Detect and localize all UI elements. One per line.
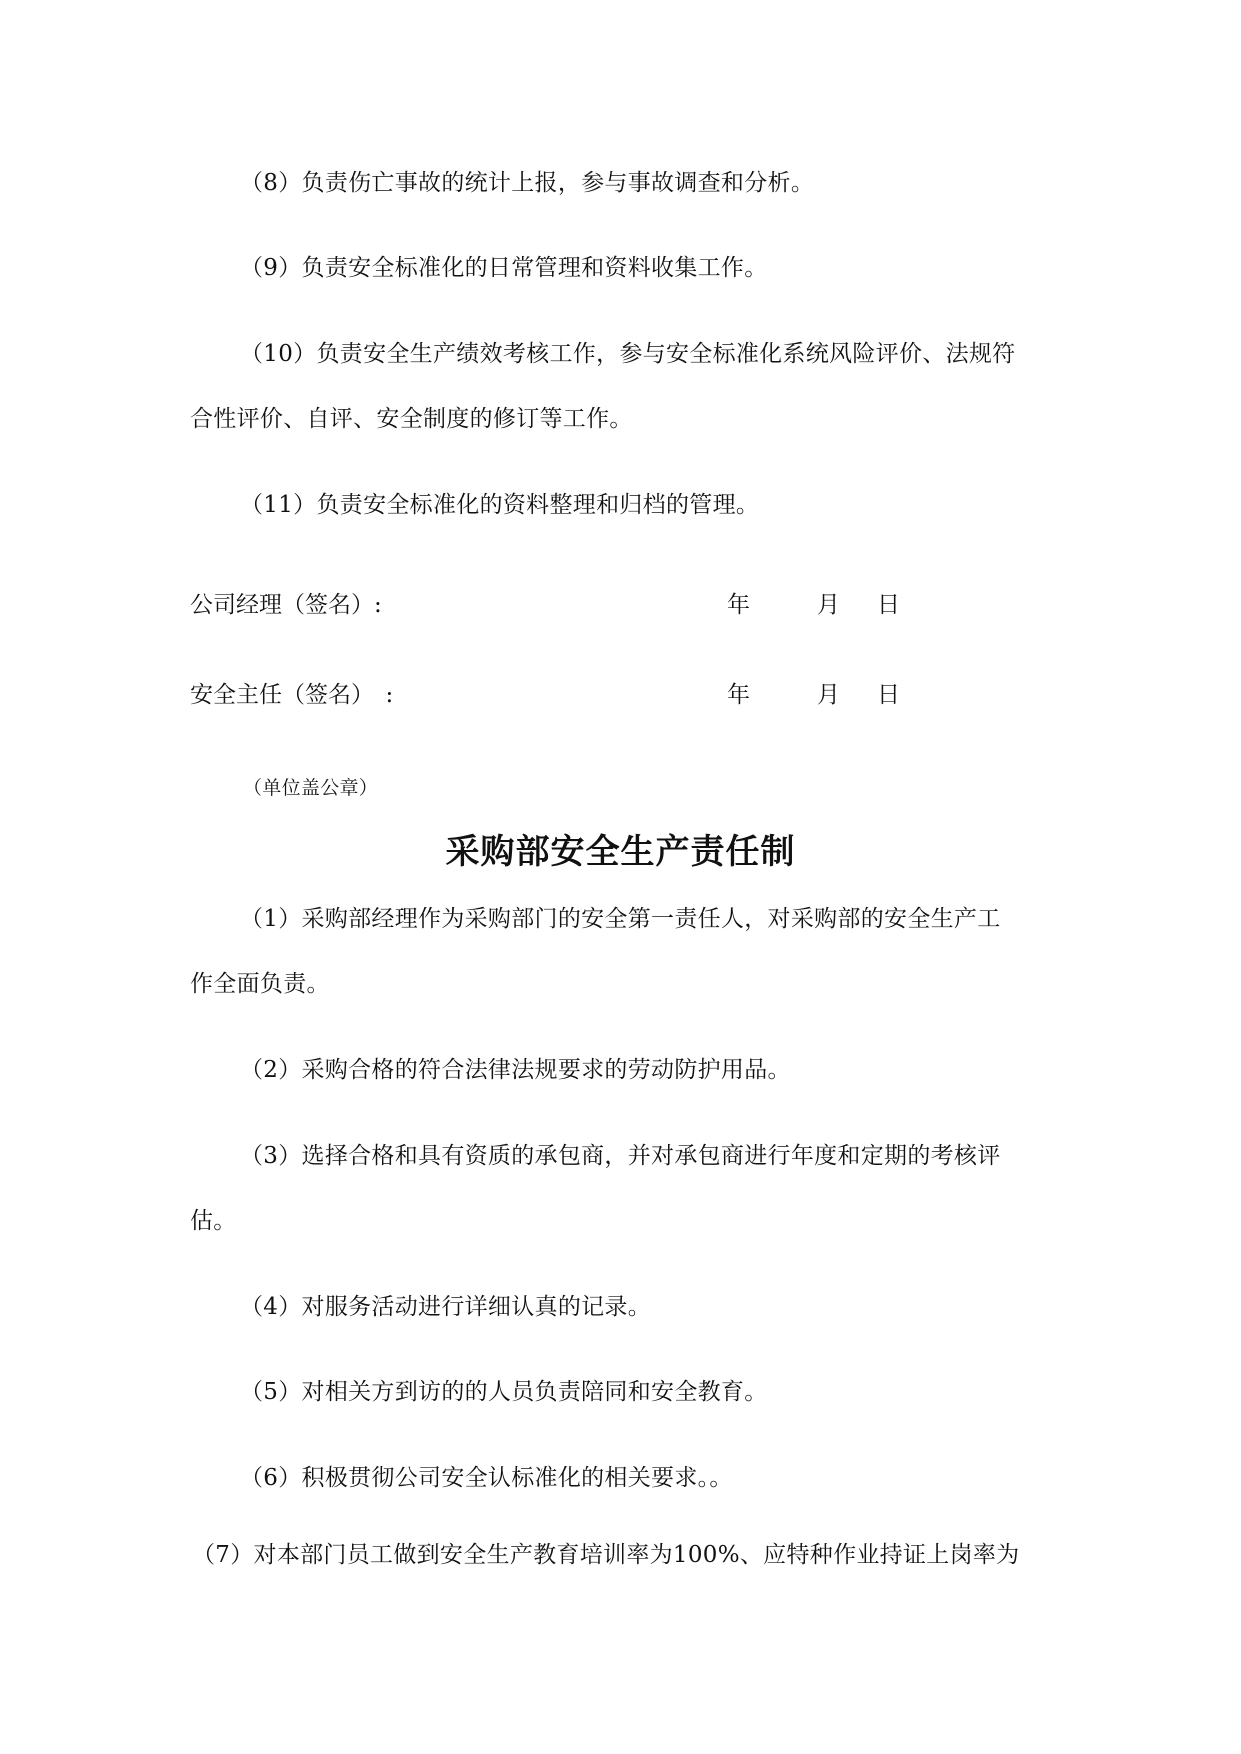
signature-day: 日 [877,592,900,618]
purchasing-item-6: （6）积极贯彻公司安全认标准化的相关要求。。 [240,1465,733,1491]
signature-label-safety-director: 安全主任（签名） : [190,682,394,708]
signature-month: 月 [817,682,840,708]
purchasing-item-3: （3）选择合格和具有资质的承包商，并对承包商进行年度和定期的考核评 [240,1143,1001,1169]
purchasing-item-5: （5）对相关方到访的的人员负责陪同和安全教育。 [240,1379,768,1405]
purchasing-item-7: （7）对本部门员工做到安全生产教育培训率为100%、应特种作业持证上岗率为 [192,1542,1020,1568]
signature-day: 日 [877,682,900,708]
purchasing-item-2: （2）采购合格的符合法律法规要求的劳动防护用品。 [240,1057,791,1083]
purchasing-item-1: （1）采购部经理作为采购部门的安全第一责任人，对采购部的安全生产工 [240,906,1001,932]
duty-item-8: （8）负责伤亡事故的统计上报，参与事故调查和分析。 [240,170,815,196]
duty-item-10: （10）负责安全生产绩效考核工作，参与安全标准化系统风险评价、法规符 [240,341,1016,367]
purchasing-item-1-continued: 作全面负责。 [190,971,330,997]
duty-item-10-continued: 合性评价、自评、安全制度的修订等工作。 [190,406,633,432]
purchasing-item-3-continued: 估。 [190,1208,237,1234]
purchasing-item-4: （4）对服务活动进行详细认真的记录。 [240,1294,652,1320]
signature-month: 月 [817,592,840,618]
signature-year: 年 [727,592,750,618]
duty-item-9: （9）负责安全标准化的日常管理和资料收集工作。 [240,255,768,281]
signature-label-manager: 公司经理（签名）: [190,592,382,618]
duty-item-11: （11）负责安全标准化的资料整理和归档的管理。 [240,492,760,518]
section-title: 采购部安全生产责任制 [445,832,796,872]
seal-note: （单位盖公章） [243,777,379,799]
signature-year: 年 [727,682,750,708]
